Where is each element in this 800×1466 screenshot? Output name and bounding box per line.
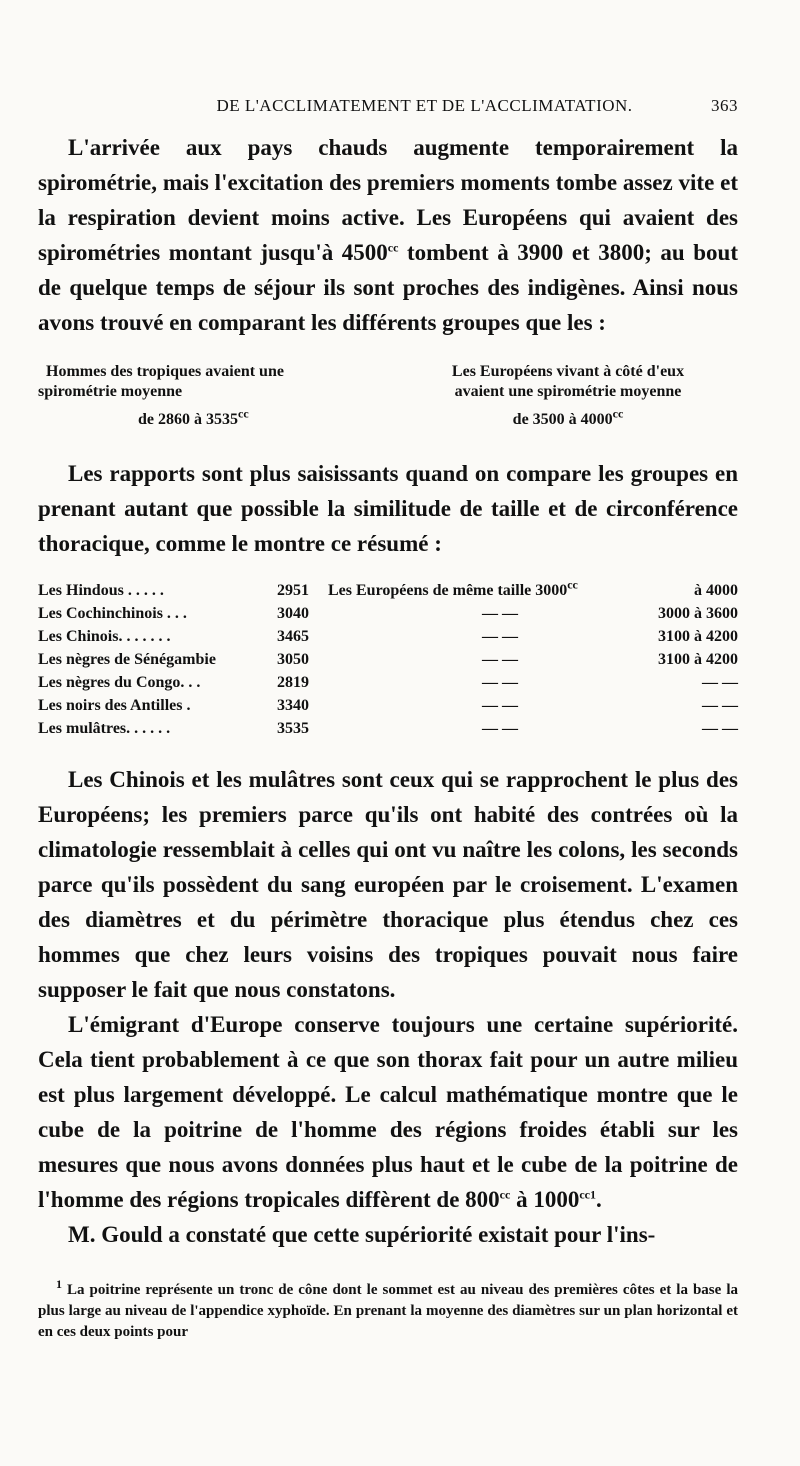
paragraph-1 xyxy=(38,130,738,340)
table-cell-range: à 4000 xyxy=(694,582,738,599)
unit-superscript: cc xyxy=(238,406,249,421)
table-cell-value: 3465 xyxy=(277,628,309,645)
table-cell-range: — — xyxy=(702,697,738,714)
comparison-left-range: de 2860 à 3535 xyxy=(138,411,238,428)
footnote xyxy=(38,1277,738,1343)
table-cell-label: — — xyxy=(482,651,518,668)
table-cell-value: 2951 xyxy=(277,582,309,599)
paragraph-4 xyxy=(38,1007,738,1217)
page-number: 363 xyxy=(711,96,738,115)
table-row xyxy=(38,648,738,671)
table-cell-label-text: Les Européens de même taille 3000 xyxy=(328,582,568,599)
paragraph-4-mid: à 1000 xyxy=(510,1187,580,1212)
paragraph-3: Les Chinois et les mulâtres sont ceux qui se rapprochent le plus des Européens; les premiers parce qu'ils ont habité des contrées où la climatologie ressemblait à celles qui ont vu naître les colons, les seconds parce qu'ils possèdent du sang européen par le croisement. L'examen des diamètres et du périmètre thoracique plus étendus chez ces hommes que chez leurs voisins des tropiques pouvait nous faire supposer le fait que nous constatons. xyxy=(38,767,738,1002)
paragraph-4-part-b: . xyxy=(595,1187,602,1212)
table-row xyxy=(38,579,738,602)
comparison-left-line-2: spirométrie moyenne xyxy=(38,383,183,400)
paragraph-5: M. Gould a constaté que cette supériorité existait pour l'ins- xyxy=(68,1222,656,1247)
table-cell-group: Les nègres de Sénégambie xyxy=(38,651,216,668)
table-cell-label: — — xyxy=(482,720,518,737)
table-cell-label: — — xyxy=(482,697,518,714)
footnote-text: La poitrine représente un tronc de cône dont le sommet est au niveau des premières côtes et la base la plus large au niveau de l'appendice xyphoïde. En prenant la moyenne des diamètres sur un plan horizontal et en ces deux points pour xyxy=(38,1282,738,1340)
spirometry-table xyxy=(38,579,738,740)
comparison-left-line-3 xyxy=(38,406,378,430)
table-row xyxy=(38,671,738,694)
table-cell-value: 3340 xyxy=(277,697,309,714)
paragraph-4-part-a: L'émigrant d'Europe conserve toujours une certaine supériorité. Cela tient probablement à ce que son thorax fait pour un autre milieu est plus largement développé. Le calcul mathématique montre que le cube de la poitrine de l'homme des régions froides établi sur les mesures que nous avons données plus haut et le cube de la poitrine de l'homme des régions tropicales diffèrent de 800 xyxy=(38,1012,738,1212)
table-cell-label xyxy=(328,579,608,602)
table-cell-value: 3050 xyxy=(277,651,309,668)
table-cell-label: — — xyxy=(482,674,518,691)
spirometry-comparison xyxy=(38,362,738,430)
running-title: DE L'ACCLIMATEMENT ET DE L'ACCLIMATATION. xyxy=(216,96,633,115)
table-cell-group: Les mulâtres. . . . . . xyxy=(38,720,171,737)
comparison-right-line-2: avaient une spirométrie moyenne xyxy=(454,383,682,400)
footnote-reference: 1 xyxy=(589,1187,596,1202)
paragraph-1-part-b: tombent à 3900 et 3800; au bout de quelque temps de séjour ils sont proches des indigènes. Ainsi nous avons trouvé en comparant les différents groupes que les : xyxy=(38,240,738,335)
table-cell-value: 2819 xyxy=(277,674,309,691)
running-header xyxy=(38,96,738,116)
unit-superscript: cc xyxy=(579,1187,590,1202)
comparison-right-range: de 3500 à 4000 xyxy=(512,411,613,428)
table-row xyxy=(38,717,738,740)
table-row xyxy=(38,602,738,625)
table-cell-range: 3000 à 3600 xyxy=(658,605,738,622)
paragraph-2: Les rapports sont plus saisissants quand on compare les groupes en prenant autant que possible la similitude de taille et de circonférence thoracique, comme le montre ce résumé : xyxy=(38,461,738,556)
table-cell-group: Les Cochinchinois . . . xyxy=(38,605,187,622)
comparison-left-line-1: Hommes des tropiques avaient une xyxy=(46,363,284,380)
table-cell-range: — — xyxy=(702,720,738,737)
unit-superscript: cc xyxy=(567,577,578,592)
footnote-marker: 1 xyxy=(56,1277,62,1291)
comparison-left xyxy=(38,362,378,430)
table-cell-range: 3100 à 4200 xyxy=(658,651,738,668)
unit-superscript: cc xyxy=(499,1187,511,1202)
unit-superscript: cc xyxy=(612,406,624,421)
table-row xyxy=(38,694,738,717)
table-cell-group: Les noirs des Antilles . xyxy=(38,697,191,714)
comparison-right-line-3 xyxy=(398,406,738,430)
unit-superscript: cc xyxy=(387,240,399,255)
book-page xyxy=(38,96,738,1358)
table-row xyxy=(38,625,738,648)
table-cell-value: 3535 xyxy=(277,720,309,737)
table-cell-label: — — xyxy=(482,605,518,622)
comparison-right xyxy=(398,362,738,430)
table-cell-group: Les Hindous . . . . . xyxy=(38,582,164,599)
paragraph-1-part-a: L'arrivée aux pays chauds augmente temporairement la spirométrie, mais l'excitation des premiers moments tombe assez vite et la respiration devient moins active. Les Européens qui avaient des spirométries montant jusqu'à 4500 xyxy=(38,135,738,265)
table-cell-range: — — xyxy=(702,674,738,691)
table-cell-group: Les nègres du Congo. . . xyxy=(38,674,201,691)
table-cell-label: — — xyxy=(482,628,518,645)
table-cell-value: 3040 xyxy=(277,605,309,622)
comparison-right-line-1: Les Européens vivant à côté d'eux xyxy=(451,363,685,380)
table-cell-group: Les Chinois. . . . . . . xyxy=(38,628,171,645)
table-cell-range: 3100 à 4200 xyxy=(658,628,738,645)
